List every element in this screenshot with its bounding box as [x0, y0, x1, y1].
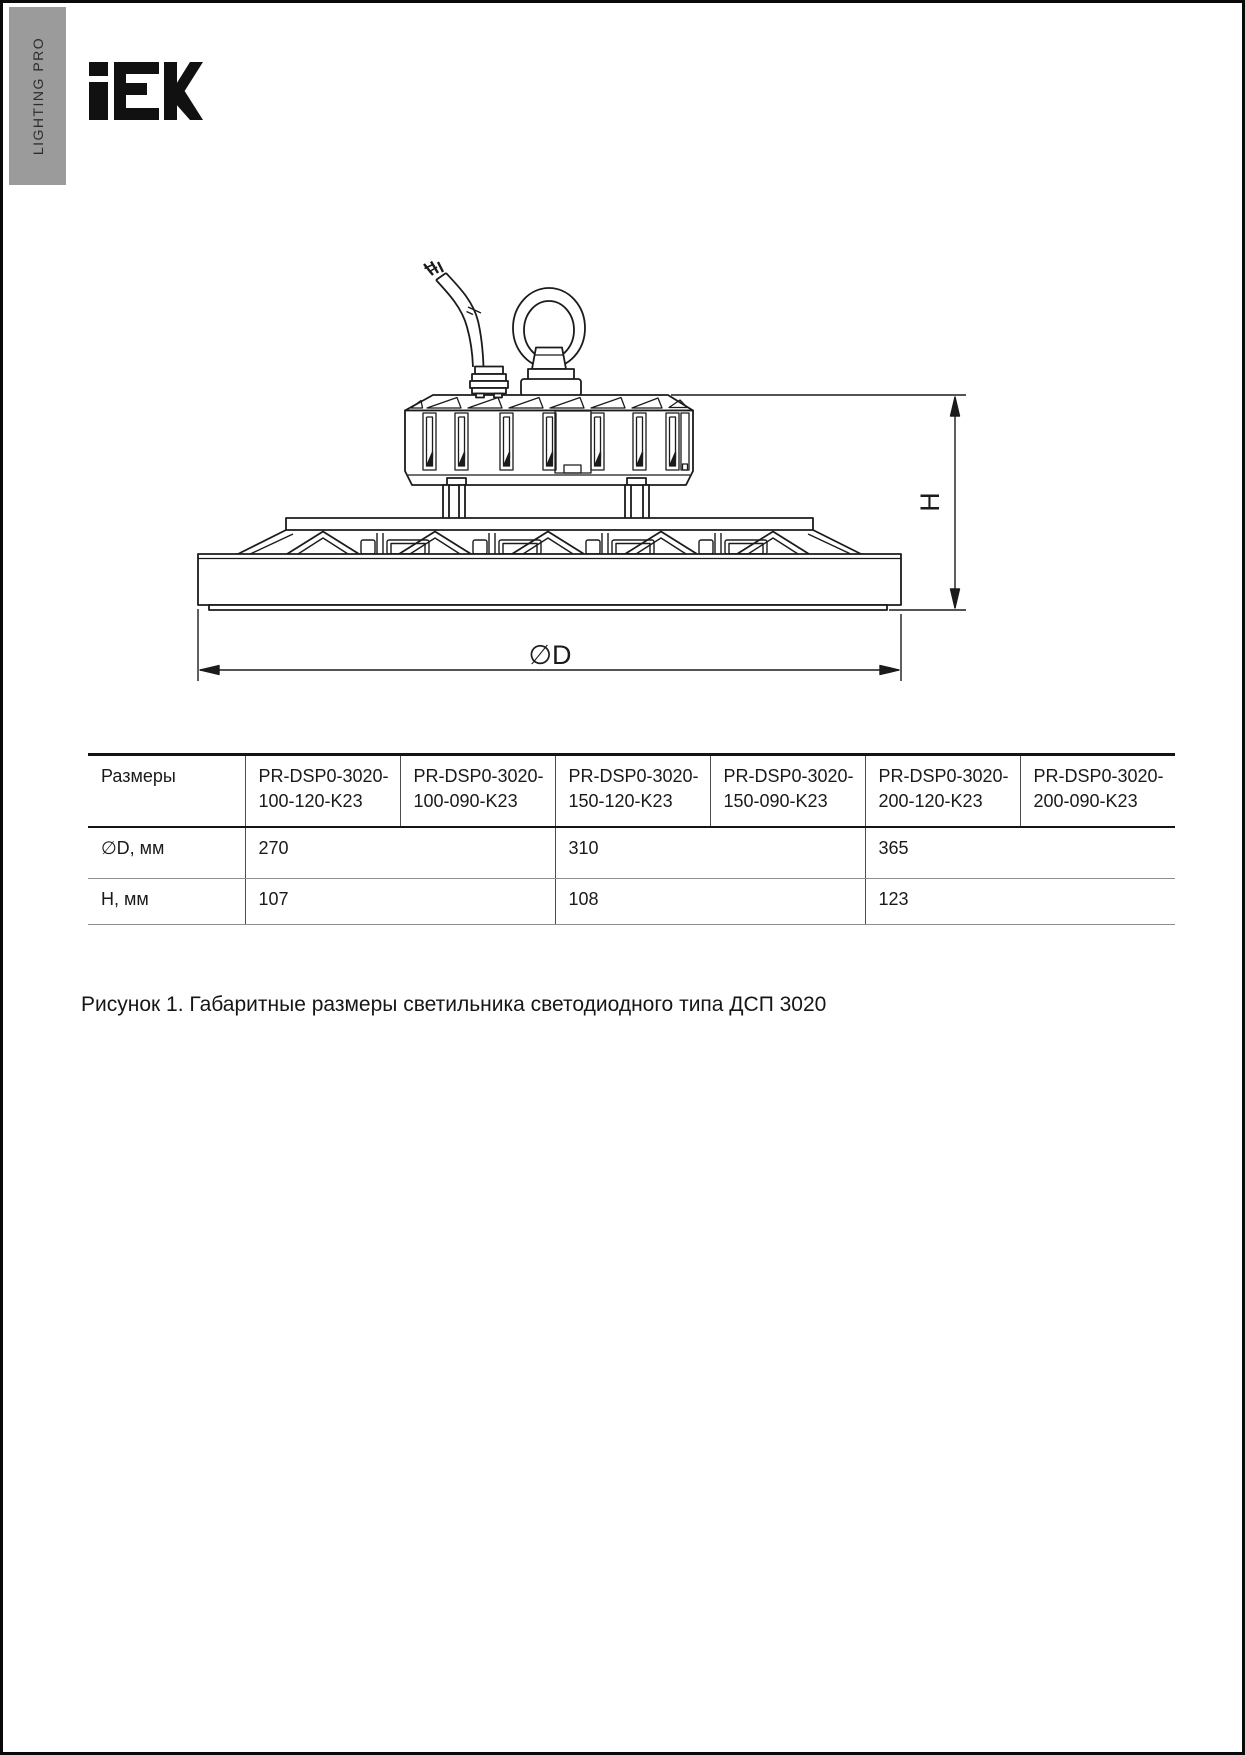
- housing-truss: [199, 530, 900, 556]
- cable-gland: [470, 367, 508, 398]
- mounting-plate: [286, 518, 813, 530]
- diameter-value-2: 310: [555, 827, 865, 879]
- col-header-sizes: Размеры: [88, 755, 245, 828]
- col-header-model-5: PR-DSP0-3020- 200-120-K23: [865, 755, 1020, 828]
- diameter-value-3: 365: [865, 827, 1175, 879]
- table-row-diameter: [88, 827, 1175, 879]
- power-cable: [424, 262, 484, 368]
- table-header-row: [88, 755, 1175, 828]
- dimensions-table: [88, 753, 1175, 925]
- row-label-diameter: ∅D, мм: [88, 827, 245, 879]
- diameter-value-1: 270: [245, 827, 555, 879]
- stripped-wires: [424, 262, 443, 276]
- heatsink: [405, 395, 693, 519]
- col-header-model-6: PR-DSP0-3020- 200-090-K23: [1020, 755, 1175, 828]
- col-header-model-4: PR-DSP0-3020- 150-090-K23: [710, 755, 865, 828]
- col-header-model-1: PR-DSP0-3020- 100-120-K23: [245, 755, 400, 828]
- figure-caption: Рисунок 1. Габаритные размеры светильника светодиодного типа ДСП 3020: [81, 993, 827, 1016]
- col-header-model-3: PR-DSP0-3020- 150-120-K23: [555, 755, 710, 828]
- height-value-3: 123: [865, 879, 1175, 925]
- dim-label-D: ∅D: [528, 640, 572, 670]
- brand-bar-label: LIGHTING PRO: [29, 36, 46, 156]
- eyebolt-ring: [513, 288, 585, 396]
- table-row-height: [88, 879, 1175, 925]
- row-label-height: H, мм: [88, 879, 245, 925]
- height-value-2: 108: [555, 879, 865, 925]
- col-header-model-2: PR-DSP0-3020- 100-090-K23: [400, 755, 555, 828]
- support-posts: [443, 485, 649, 519]
- luminaire-dimension-drawing: [3, 3, 1245, 723]
- dim-label-H: H: [915, 492, 945, 512]
- body-rim: [198, 554, 901, 610]
- height-value-1: 107: [245, 879, 555, 925]
